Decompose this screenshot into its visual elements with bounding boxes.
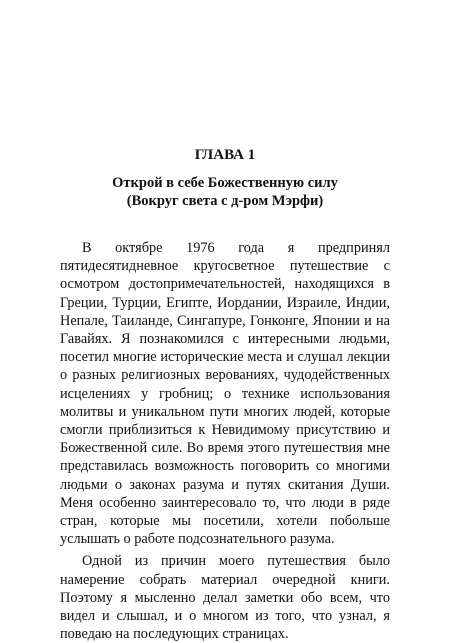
chapter-heading: ГЛАВА 1 bbox=[194, 147, 256, 163]
chapter-title bbox=[60, 174, 390, 210]
body-text bbox=[60, 239, 390, 643]
paragraph-1: В октябре 1976 года я предпринял пятидесятидневное кругосветное путешествие с осмотром достопримечательностей, находящихся в Греции, Турции, Египте, Иордании, Израиле, Индии, Непале, Таиланде, Сингапуре, Гонконге, Японии и на Гавайях. Я познакомился с интересными людьми, посетил многие исторические места и слушал лекции о разных религиозных верованиях, чудодейственных исцелениях у гробниц; о технике использования молитвы и уникальном пути многих людей, которые смогли приблизиться к Невидимому присутствию и Божественной силе. Во время этого путешествия мне представилась возможность поговорить со многими людьми о законах разума и путях скитания Души. Меня особенно заинтересовало то, что люди в ряде стран, которые мы посетили, хотели побольше услышать о работе подсознательного разума. bbox=[60, 240, 390, 548]
chapter-title-line-2: (Вокруг света с д-ром Мэрфи) bbox=[126, 193, 324, 209]
chapter-title-line-1: Открой в себе Божественную силу bbox=[112, 175, 338, 191]
paragraph-2: Одной из причин моего путешествия было намерение собрать материал очередной книги. Поэтому я мысленно делал заметки обо всем, что видел и слышал, и о многом из того, что узнал, я поведаю на последующих страницах. bbox=[60, 553, 390, 643]
